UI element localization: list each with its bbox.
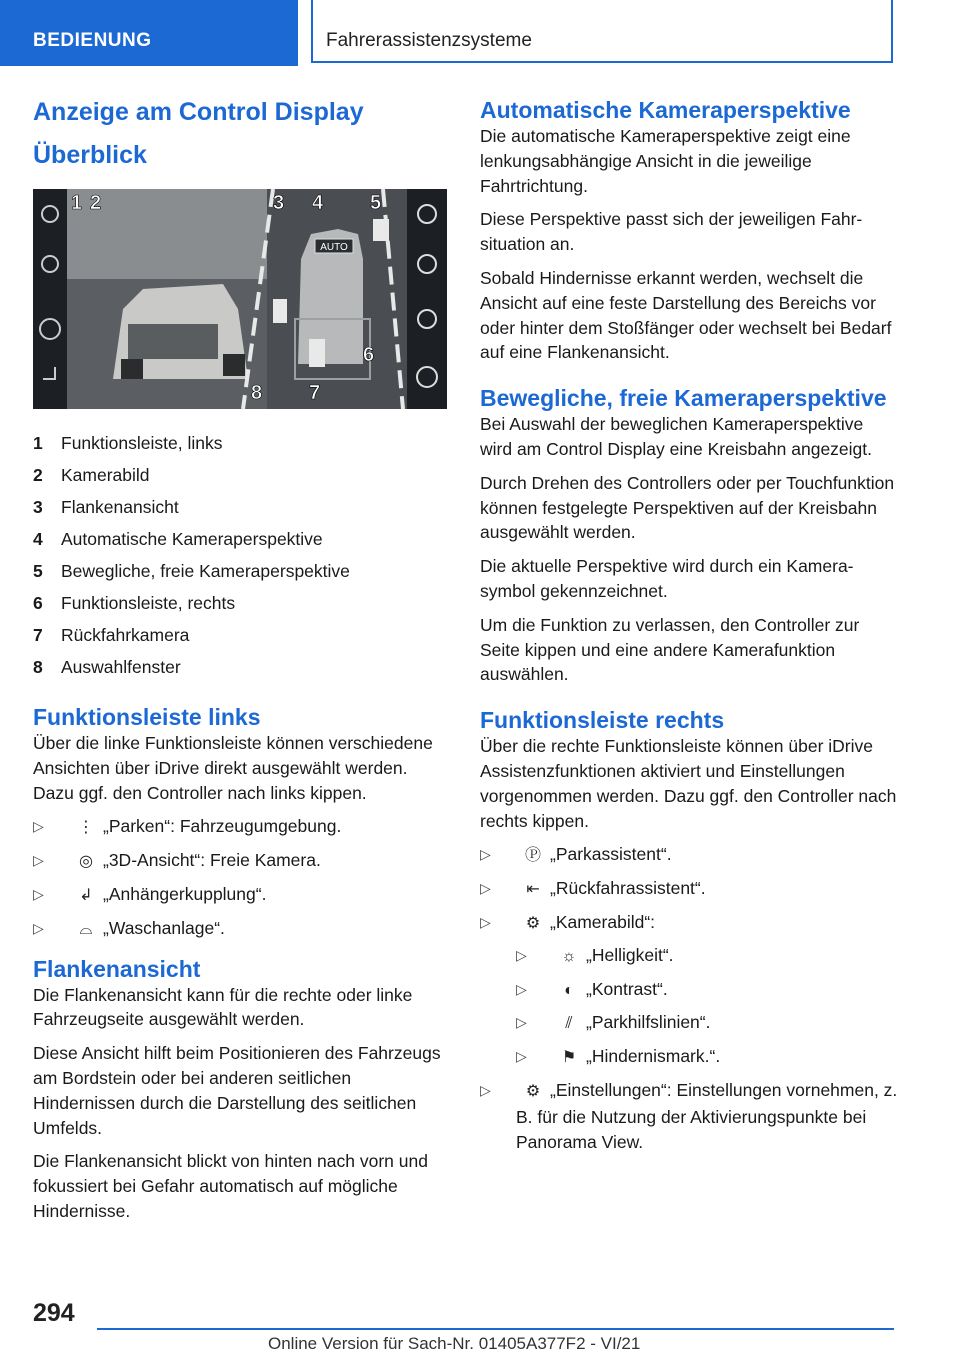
left-bar-heading: Funktionsleiste links bbox=[33, 704, 261, 730]
figure-label-5: 5 bbox=[370, 192, 382, 214]
list-item: ▷ ⋮ „Parken“: Fahrzeugumgebung. bbox=[33, 814, 453, 841]
flank-heading: Flankenansicht bbox=[33, 955, 201, 982]
parking-view-icon: ⋮ bbox=[78, 819, 94, 837]
page-title: Anzeige am Control Display bbox=[33, 98, 364, 126]
figure-label-4: 4 bbox=[312, 192, 324, 214]
free-text-2: Durch Drehen des Controllers oder per Touchfunktion können festgelegte Perspektiven auf der Kreisbahn ausgewählt werden. bbox=[480, 472, 895, 543]
free-heading: Bewegliche, freie Kameraperspektive bbox=[480, 385, 887, 412]
figure-label-2: 2 bbox=[90, 192, 102, 214]
left-column bbox=[33, 96, 453, 1233]
legend-item: 6 Funktionsleiste, rechts bbox=[33, 593, 236, 613]
figure-label-8: 8 bbox=[251, 382, 263, 404]
figure-label-3: 3 bbox=[273, 192, 285, 214]
list-item: ▷ ⫽ „Parkhilfslinien“. bbox=[516, 1010, 900, 1037]
right-bar-text: Über die rechte Funktionsleiste können über iDrive Assistenzfunktionen aktiviert und Einstellungen vorgenommen werden. Dazu ggf. den Controller nach rechts kippen. bbox=[480, 736, 897, 831]
reversing-assistant-icon: ⇤ bbox=[526, 881, 540, 899]
legend-item: 1 Funktionsleiste, links bbox=[33, 433, 223, 453]
overview-heading: Überblick bbox=[33, 140, 147, 169]
left-bar-text: Über die linke Funktionsleiste können verschiedene Ansichten über iDrive direkt ausgewählt werden. Dazu ggf. den Controller nach links kippen. bbox=[33, 733, 433, 803]
list-item: ▷ ⌓ „Waschanlage“. bbox=[33, 916, 453, 943]
header-chapter-tab bbox=[311, 0, 893, 63]
list-item: ▷ ⇤ „Rückfahrassistent“. bbox=[480, 876, 900, 903]
footer-version: Online Version für Sach-Nr. 01405A377F2 - VI/21 bbox=[268, 1334, 641, 1353]
figure-legend bbox=[33, 427, 453, 683]
figure-label-7: 7 bbox=[309, 382, 321, 404]
header-chapter: Fahrerassistenzsysteme bbox=[326, 30, 532, 51]
trailer-hitch-icon: ↲ bbox=[79, 887, 93, 905]
free-text-1: Bei Auswahl der beweglichen Kameraperspektive wird am Control Display eine Kreisbahn angezeigt. bbox=[480, 414, 873, 460]
list-item: ▷ ◎ „3D-Ansicht“: Freie Kamera. bbox=[33, 848, 453, 875]
right-column bbox=[480, 96, 900, 1166]
list-item: ▷ ↲ „Anhängerkupplung“. bbox=[33, 882, 453, 909]
auto-heading: Automatische Kameraperspektive bbox=[480, 97, 851, 123]
camera-image-sublist bbox=[516, 943, 900, 1071]
figure-auto-badge: AUTO bbox=[320, 242, 348, 253]
settings-gear-icon: ⚙ bbox=[525, 1083, 541, 1101]
flank-text-2: Diese Ansicht hilft beim Positionieren des Fahrzeugs am Bordstein oder bei anderen seitlichen Hindernissen durch die Darstellung des seitlichen Umfelds. bbox=[33, 1043, 441, 1138]
parking-lines-icon: ⫽ bbox=[565, 1015, 573, 1033]
list-item: ▷ ⚑ „Hindernismark.“. bbox=[516, 1044, 900, 1071]
list-item: ▷ ◐ „Kontrast“. bbox=[516, 977, 900, 1004]
legend-item: 5 Bewegliche, freie Kameraperspektive bbox=[33, 561, 350, 581]
free-text-4: Um die Funktion zu verlassen, den Controller zur Seite kippen und eine andere Kamerafunktion auswählen. bbox=[480, 614, 860, 685]
figure-label-1: 1 bbox=[71, 192, 83, 214]
header-section-tab bbox=[0, 0, 298, 66]
park-assistant-icon: Ⓟ bbox=[524, 847, 541, 865]
list-item: ▷ Ⓟ „Parkassistent“. bbox=[480, 842, 900, 869]
header-section: BEDIENUNG bbox=[33, 30, 152, 51]
legend-item: 4 Automatische Kameraperspektive bbox=[33, 529, 323, 549]
obstacle-marking-icon: ⚑ bbox=[561, 1049, 577, 1067]
right-bar-heading: Funktionsleiste rechts bbox=[480, 707, 725, 734]
footer-rule bbox=[97, 1328, 894, 1330]
legend-item: 8 Auswahlfenster bbox=[33, 657, 181, 677]
car-wash-icon: ⌓ bbox=[79, 920, 93, 938]
figure-label-6: 6 bbox=[363, 344, 375, 366]
camera-image-icon: ⚙ bbox=[525, 915, 541, 933]
brightness-icon: ☼ bbox=[561, 947, 577, 965]
camera-display-figure bbox=[33, 189, 447, 409]
3d-view-icon: ◎ bbox=[79, 853, 93, 871]
page-number: 294 bbox=[33, 1299, 75, 1327]
flank-text-3: Die Flankenansicht blickt von hinten nach vorn und fokussiert bei Gefahr automatisch auf mögliche Hindernisse. bbox=[33, 1151, 428, 1222]
contrast-icon: ◐ bbox=[564, 981, 574, 999]
auto-text-2: Diese Perspektive passt sich der jeweiligen Fahrsituation an. bbox=[480, 209, 863, 255]
camera-display-illustration bbox=[33, 189, 447, 409]
left-bar-list bbox=[33, 814, 453, 942]
auto-text-1: Die automatische Kameraperspektive zeigt eine lenkungsabhängige Ansicht in die jeweilige Fahrtrichtung. bbox=[480, 126, 851, 196]
flank-text-1: Die Flankenansicht kann für die rechte oder linke Fahrzeugseite ausgewählt werden. bbox=[33, 984, 413, 1030]
list-item: ▷ ⚙ „Kamerabild“: ▷ ☼ „Helligkeit“. ▷ ◐ „Kontrast“. ▷ ⫽ „Parkhilfslinien“. ▷ ⚑ „Hindernismark.“. bbox=[480, 910, 900, 1071]
auto-text-3: Sobald Hindernisse erkannt werden, wechselt die Ansicht auf eine feste Darstellung des Bereichs vor oder hinter dem Stoßfänger oder wechselt bei Bedarf auf eine Flankenansicht. bbox=[480, 268, 892, 363]
list-item: ▷ ☼ „Helligkeit“. bbox=[516, 943, 900, 970]
legend-item: 2 Kamerabild bbox=[33, 465, 150, 485]
legend-item: 3 Flankenansicht bbox=[33, 497, 179, 517]
list-item: ▷ ⚙ „Einstellungen“: Einstellungen vornehmen, z. B. für die Nutzung der Aktivierungspunkte bei Panorama View. bbox=[480, 1080, 898, 1152]
free-text-3: Die aktuelle Perspektive wird durch ein Kamerasymbol gekennzeichnet. bbox=[480, 556, 854, 602]
legend-item: 7 Rückfahrkamera bbox=[33, 625, 190, 645]
right-bar-list bbox=[480, 842, 900, 1154]
